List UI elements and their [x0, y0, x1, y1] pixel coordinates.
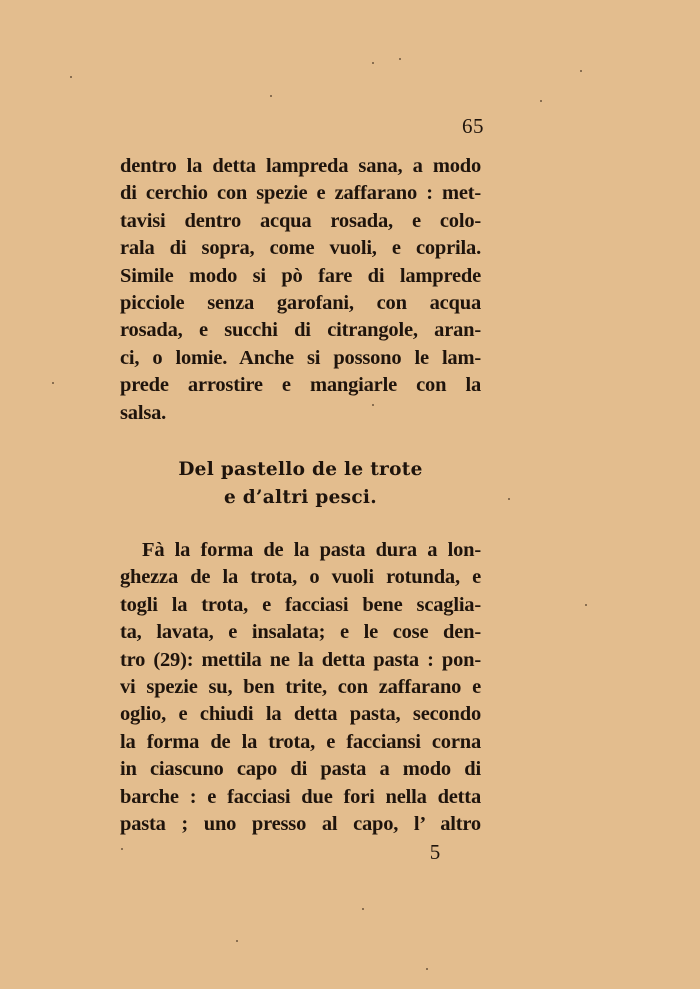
text-line: ghezza de la trota, o vuoli rotunda, e [120, 566, 481, 589]
text-line: oglio, e chiudi la detta pasta, secondo [120, 703, 481, 726]
paragraph-trout-pie [120, 537, 481, 838]
text-line: picciole senza garofani, con acqua [120, 292, 481, 315]
text-line: prede arrostire e mangiarle con la [120, 374, 481, 397]
text-line: in ciascuno capo di pasta a modo di [120, 758, 481, 781]
paper-speck [372, 62, 374, 64]
text-line: salsa. [120, 401, 167, 424]
section-heading [120, 456, 481, 512]
text-line: ci, o lomie. Anche si possono le lam- [120, 346, 481, 369]
text-line: rala di sopra, come vuoli, e coprila. [120, 237, 481, 260]
text-line: dentro la detta lampreda sana, a modo [120, 155, 481, 177]
text-line: tro (29): mettila ne la detta pasta : pon- [120, 648, 481, 671]
text-line: ta, lavata, e insalata; e le cose den- [120, 621, 481, 644]
paper-speck [580, 70, 582, 72]
text-line: tavisi dentro acqua rosada, e colo- [120, 209, 481, 232]
text-line: la forma de la trota, e facciansi corna [120, 730, 481, 753]
paper-speck [372, 404, 374, 406]
paper-speck [508, 498, 510, 500]
paper-speck [585, 604, 587, 606]
text-line: barche : e facciasi due fori nella detta [120, 785, 481, 808]
text-line: Simile modo si pò fare di lamprede [120, 264, 481, 287]
paper-speck [121, 848, 123, 850]
heading-line: e d’altri pesci. [223, 487, 378, 508]
text-line: pasta ; uno presso al capo, l’ altro [120, 813, 481, 836]
signature-mark: 5 [429, 840, 441, 864]
paper-speck [399, 58, 401, 60]
paper-speck [270, 95, 272, 97]
paper-speck [362, 908, 364, 910]
page-number: 65 [462, 114, 484, 138]
paragraph-lamprey [120, 153, 481, 427]
paper-speck [540, 100, 542, 102]
text-line: vi spezie su, ben trite, con zaffarano e [120, 676, 481, 699]
paper-speck [52, 382, 54, 384]
heading-line: Del pastello de le trote [178, 459, 423, 480]
text-line: rosada, e succhi di citrangole, aran- [120, 319, 481, 342]
paper-speck [426, 968, 428, 970]
text-line: togli la trota, e facciasi bene scaglia- [120, 593, 481, 616]
text-line: Fà la forma de la pasta dura a lon- [142, 539, 481, 561]
text-line: di cerchio con spezie e zaffarano : met- [120, 182, 481, 205]
paper-speck [236, 940, 238, 942]
paper-speck [70, 76, 72, 78]
